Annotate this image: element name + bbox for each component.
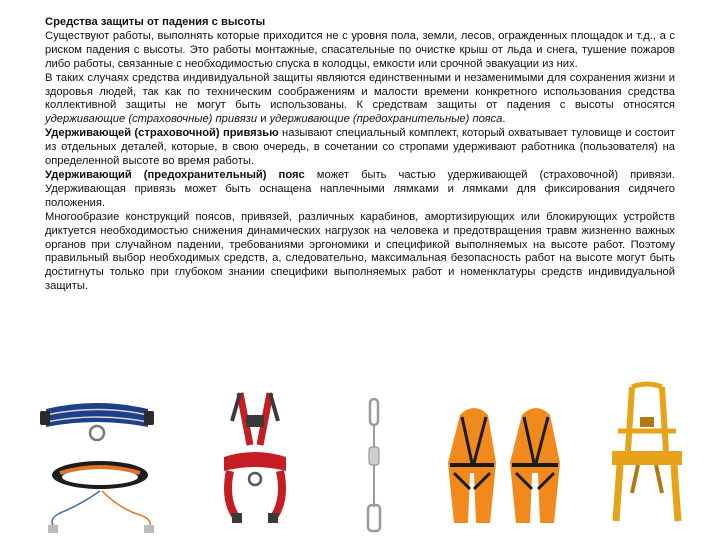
document-text (45, 16, 675, 294)
paragraph-5: Многообразие конструкций поясов, привязей, различных карабинов, амортизирующих или блокирующих устройств диктуется необходимостью снижения динамических нагрузок на человека и предотвращения травм жизненно важных органов при случайном падении, требованиями эргономики и спецификой выполняемых на высоте работ. Поэтому правильный выбор необходимых средств, а, следовательно, максимальная безопасность работ на высоте могут быть достигнуты только при глубоком знании специфики выполняемых работ и номенклатуры средств индивидуальной защиты. (45, 210, 675, 293)
paragraph-2-conj: и (257, 113, 270, 126)
carabiner-lanyard-photo (360, 397, 390, 537)
term-harness-bold: Удерживающей (страховочной) привязью (45, 127, 279, 140)
equipment-photos (0, 375, 720, 540)
orange-suit-harness-photo (440, 393, 570, 533)
term-belt-italic: удерживающие (предохранительные) пояса (269, 113, 503, 126)
paragraph-2-text: В таких случаях средства индивидуальной защиты являются единственными и незаменимыми для сохранения жизни и здоровья людей, так как по техническим соображениям и малости времени конкретного использования средства коллективной защиты не могут быть использованы. К средствам защиты от падения с высоты относятся (45, 71, 675, 112)
paragraph-4-text: может быть частью удерживающей (страховочной) привязи. Удерживающая привязь может быть оснащена наплечными лямками и лямками для фиксирования сидячего положения. (45, 168, 675, 209)
red-harness-photo (210, 385, 300, 535)
paragraph-3 (45, 127, 675, 169)
document-title: Средства защиты от падения с высоты (45, 16, 266, 28)
yellow-harness-photo (600, 381, 695, 536)
safety-belt-orange-photo (40, 455, 160, 537)
paragraph-3-text: называют специальный комплект, который охватывает туловище и состоит из отдельных деталей, которые, в свою очередь, в сочетании со стропами удерживают работника (пользователя) на определенной высоте во время работы. (45, 127, 675, 168)
paragraph-4 (45, 169, 675, 211)
paragraph-1: Существуют работы, выполнять которые приходится не с уровня пола, земли, лесов, огражденных площадок и т.д., а с риском падения с высоты. Это работы монтажные, спасательные по очистке крыш от льда и снега, тушение пожаров либо работы, связанные с необходимостью спуска в колодцы, емкости или срочной эвакуации из них. (45, 29, 675, 70)
paragraph-2-end: . (502, 113, 506, 126)
term-harness-italic: удерживающие (страховочные) привязи (45, 113, 258, 126)
paragraph-2 (45, 72, 675, 128)
safety-belt-blue-photo (38, 395, 156, 447)
term-belt-bold: Удерживающий (предохранительный) пояс (45, 168, 305, 181)
